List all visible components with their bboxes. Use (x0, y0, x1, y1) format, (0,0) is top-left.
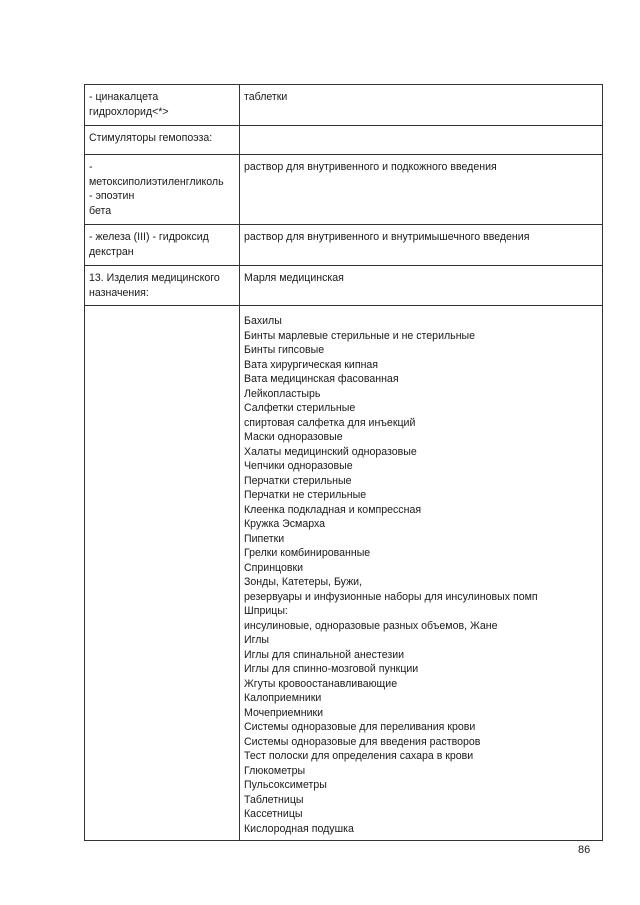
cell-form (240, 126, 603, 155)
cell-line: Иглы (244, 634, 270, 646)
cell-form (240, 225, 603, 266)
cell-line: Перчатки не стерильные (244, 489, 367, 501)
cell-lines (89, 131, 235, 146)
cell-line: Грелки комбинированные (244, 547, 371, 559)
cell-lines (89, 271, 235, 300)
page-number: 86 (578, 844, 591, 856)
cell-line: Калоприемники (244, 692, 322, 704)
cell-lines (244, 230, 598, 245)
cell-line: Вата хирургическая кипная (244, 358, 379, 371)
cell-substance (85, 306, 240, 841)
cell-lines (244, 314, 598, 836)
table-row (85, 85, 603, 126)
cell-substance (85, 126, 240, 155)
cell-line: Тест полоски для определения сахара в крови (244, 750, 474, 762)
cell-line: Кружка Эсмарха (244, 518, 326, 530)
cell-line: Пипетки (244, 532, 285, 545)
cell-line: Клеенка подкладная и компрессная (244, 503, 422, 516)
cell-line: Иглы для спинно-мозговой пункции (244, 663, 419, 675)
cell-line: Бинты марлевые стерильные и не стерильные (244, 329, 476, 342)
cell-line: - цинакалцета (89, 91, 159, 103)
cell-line: - (89, 161, 93, 173)
cell-line: таблетки (244, 91, 288, 103)
cell-line: декстран (89, 245, 134, 258)
cell-line: бета (89, 204, 112, 217)
cell-line: Системы одноразовые для переливания крови (244, 721, 476, 733)
cell-lines (244, 131, 598, 146)
cell-form (240, 306, 603, 841)
table-row (85, 266, 603, 306)
cell-line: 13. Изделия медицинского (89, 272, 220, 284)
cell-line: Кислородная подушка (244, 822, 354, 835)
cell-line: - эпоэтин (89, 190, 135, 202)
cell-line: резервуары и инфузионные наборы для инсулиновых помп (244, 590, 538, 603)
medication-table (84, 84, 603, 841)
cell-lines (89, 230, 235, 259)
cell-line: Кассетницы (244, 808, 303, 820)
cell-line: Перчатки стерильные (244, 474, 352, 487)
cell-line: Халаты медицинский одноразовые (244, 445, 417, 458)
cell-line: гидрохлорид<*> (89, 105, 169, 118)
cell-substance (85, 85, 240, 126)
cell-line: спиртовая салфетка для инъекций (244, 416, 416, 429)
cell-line: Жгуты кровоостанавливающие (244, 677, 398, 690)
cell-line: Чепчики одноразовые (244, 460, 353, 472)
cell-line: Таблетницы (244, 793, 304, 806)
table-row (85, 155, 603, 225)
cell-line: Лейкопластырь (244, 387, 321, 400)
cell-form (240, 155, 603, 225)
cell-substance (85, 155, 240, 225)
cell-line: Пульсоксиметры (244, 779, 327, 791)
cell-line: Маски одноразовые (244, 431, 343, 443)
cell-lines (244, 160, 598, 175)
cell-line: инсулиновые, одноразовые разных объемов, Жане (244, 619, 498, 632)
cell-line: раствор для внутривенного и подкожного введения (244, 161, 497, 173)
cell-line: - железа (III) - гидроксид (89, 231, 209, 243)
cell-form (240, 85, 603, 126)
cell-substance (85, 266, 240, 306)
cell-substance (85, 225, 240, 266)
cell-line: Вата медицинская фасованная (244, 373, 399, 385)
cell-lines (89, 160, 235, 218)
cell-line: Бахилы (244, 315, 282, 327)
cell-line (244, 131, 598, 146)
cell-line (89, 311, 235, 326)
cell-lines (244, 90, 598, 105)
cell-line: Зонды, Катетеры, Бужи, (244, 576, 363, 588)
table-row (85, 225, 603, 266)
cell-lines (244, 271, 598, 286)
cell-line: Спринцовки (244, 561, 304, 574)
cell-line: Марля медицинская (244, 272, 344, 284)
table-row (85, 126, 603, 155)
cell-line: Иглы для спинальной анестезии (244, 648, 405, 661)
cell-lines (89, 90, 235, 119)
cell-line: Бинты гипсовые (244, 344, 325, 356)
cell-line: раствор для внутривенного и внутримышечного введения (244, 231, 530, 243)
cell-line: Салфетки стерильные (244, 402, 356, 414)
cell-line: метоксиполиэтиленгликоль (89, 175, 224, 188)
cell-line: Мочеприемники (244, 706, 324, 719)
cell-line: Шприцы: (244, 605, 288, 617)
cell-line: Системы одноразовые для введения растворов (244, 735, 481, 748)
cell-line: Глюкометры (244, 764, 306, 777)
cell-line: назначения: (89, 286, 149, 299)
cell-lines (89, 311, 235, 326)
cell-line: Стимуляторы гемопоэза: (89, 132, 213, 144)
cell-form (240, 266, 603, 306)
table-row (85, 306, 603, 841)
